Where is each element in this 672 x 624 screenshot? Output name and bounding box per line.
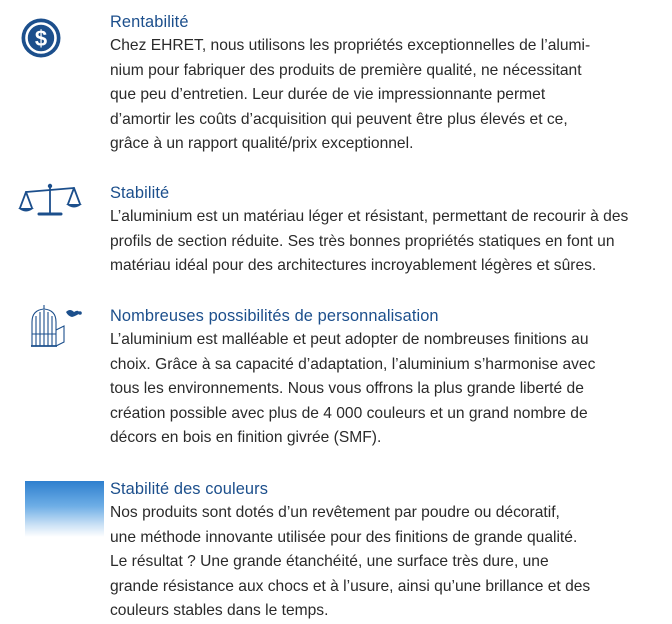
body-line: Le résultat ? Une grande étanchéité, une surface très dure, une bbox=[110, 553, 549, 570]
section-title: Stabilité des couleurs bbox=[110, 480, 268, 498]
body-line: couleurs stables dans le temps. bbox=[110, 602, 329, 619]
section-stabilite-couleurs bbox=[0, 477, 672, 622]
section-stabilite bbox=[0, 181, 672, 281]
body-line: profils de section réduite. Ses très bonnes propriétés statiques en font un bbox=[110, 232, 615, 250]
birdcage-icon bbox=[0, 304, 110, 354]
body-line: d’amortir les coûts d’acquisition qui peuvent être plus élevés et ce, bbox=[110, 110, 568, 128]
body-line: nium pour fabriquer des produits de première qualité, ne nécessitant bbox=[110, 61, 582, 79]
body-line: tous les environnements. Nous vous offrons la plus grande liberté de bbox=[110, 380, 584, 397]
balance-scale-icon bbox=[0, 181, 110, 231]
body-line: décors en bois en finition givrée (SMF). bbox=[110, 429, 382, 446]
body-line: grande résistance aux chocs et à l’usure, ainsi qu’une brillance et des bbox=[110, 577, 591, 595]
body-line: grâce à un rapport qualité/prix exceptionnel. bbox=[110, 135, 414, 152]
color-gradient-swatch-icon bbox=[25, 481, 104, 537]
body-line: L’aluminium est un matériau léger et résistant, permettant de recourir à des bbox=[110, 208, 629, 225]
section-title: Rentabilité bbox=[110, 13, 189, 31]
body-line: une méthode innovante utilisée pour des finitions de grande qualité. bbox=[110, 528, 578, 546]
section-title: Stabilité bbox=[110, 184, 170, 202]
body-line: Chez EHRET, nous utilisons les propriétés exceptionnelles de l’alumi- bbox=[110, 37, 591, 54]
body-line: matériau idéal pour des architectures incroyablement légères et sûres. bbox=[110, 257, 597, 274]
section-personnalisation bbox=[0, 304, 672, 454]
body-line: choix. Grâce à sa capacité d’adaptation, l’aluminium s’harmonise avec bbox=[110, 355, 596, 373]
body-line: Nos produits sont dotés d’un revêtement par poudre ou décoratif, bbox=[110, 504, 560, 521]
svg-text:$: $ bbox=[34, 26, 48, 51]
dollar-coin-icon bbox=[0, 10, 110, 70]
body-line: création possible avec plus de 4 000 couleurs et un grand nombre de bbox=[110, 404, 588, 422]
section-rentabilite bbox=[0, 10, 672, 155]
body-line: que peu d’entretien. Leur durée de vie impressionnante permet bbox=[110, 86, 546, 103]
body-line: L’aluminium est malléable et peut adopter de nombreuses finitions au bbox=[110, 331, 589, 348]
section-title: Nombreuses possibilités de personnalisation bbox=[110, 307, 439, 325]
